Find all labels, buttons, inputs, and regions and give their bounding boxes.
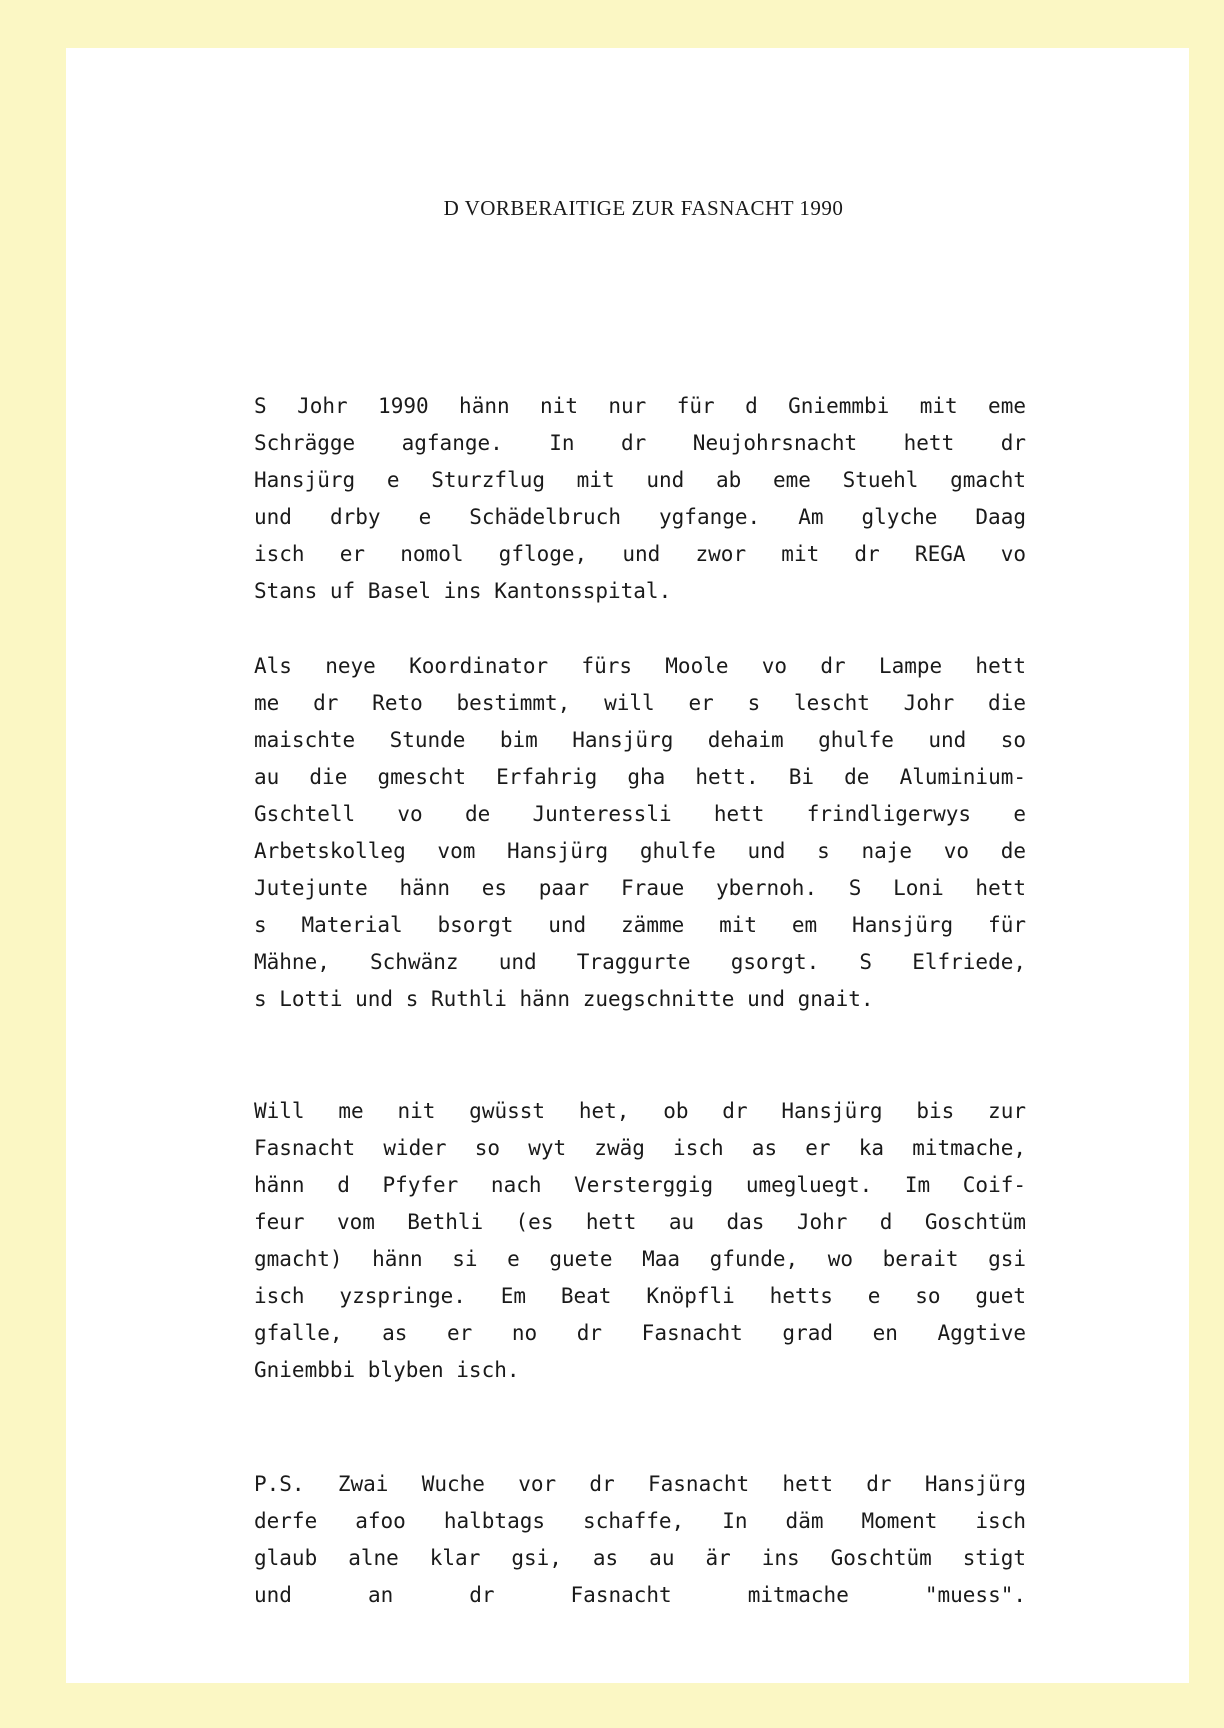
text-line: hänn d Pfyfer nach Versterggig umegluegt. Im Coif-: [254, 1173, 1026, 1197]
text-line: gmacht) hänn si e guete Maa gfunde, wo berait gsi: [254, 1247, 1026, 1271]
text-line: und drby e Schädelbruch ygfange. Am glyche Daag: [254, 505, 1026, 529]
text-line: glaub alne klar gsi, as au är ins Goschtüm stigt: [254, 1546, 1026, 1570]
text-line: Schrägge agfange. In dr Neujohrsnacht hett dr: [254, 431, 1026, 455]
text-line: Stans uf Basel ins Kantonsspital.: [254, 579, 672, 603]
document-page: [66, 48, 1189, 1683]
text-line: s Lotti und s Ruthli hänn zuegschnitte und gnait.: [254, 987, 874, 1011]
text-line: derfe afoo halbtags schaffe, In däm Moment isch: [254, 1509, 1026, 1533]
text-line: s Material bsorgt und zämme mit em Hansjürg für: [254, 913, 1026, 937]
text-line: au die gmescht Erfahrig gha hett. Bi de Aluminium-: [254, 765, 1026, 789]
text-line: isch yzspringe. Em Beat Knöpfli hetts e so guet: [254, 1284, 1026, 1308]
paragraph-1: [254, 388, 1026, 610]
text-line: Mähne, Schwänz und Traggurte gsorgt. S Elfriede,: [254, 950, 1026, 974]
text-line: me dr Reto bestimmt, will er s lescht Johr die: [254, 691, 1026, 715]
document-title: D VORBERAITIGE ZUR FASNACHT 1990: [443, 196, 844, 220]
text-line: Hansjürg e Sturzflug mit und ab eme Stuehl gmacht: [254, 468, 1026, 492]
text-line: S Johr 1990 hänn nit nur für d Gniemmbi mit eme: [254, 394, 1026, 418]
text-line: Gschtell vo de Junteressli hett frindligerwys e: [254, 802, 1026, 826]
paragraph-3: [254, 1093, 1026, 1389]
text-line: Arbetskolleg vom Hansjürg ghulfe und s naje vo de: [254, 839, 1026, 863]
text-line: und an dr Fasnacht mitmache "muess".: [254, 1583, 1026, 1607]
paragraph-4: [254, 1466, 1026, 1614]
text-line: Jutejunte hänn es paar Fraue ybernoh. S Loni hett: [254, 876, 1026, 900]
text-line: Will me nit gwüsst het, ob dr Hansjürg bis zur: [254, 1099, 1026, 1123]
text-line: feur vom Bethli (es hett au das Johr d Goschtüm: [254, 1210, 1026, 1234]
paragraph-2: [254, 648, 1026, 1018]
text-line: isch er nomol gfloge, und zwor mit dr REGA vo: [254, 542, 1026, 566]
text-line: P.S. Zwai Wuche vor dr Fasnacht hett dr Hansjürg: [254, 1472, 1026, 1496]
text-line: maischte Stunde bim Hansjürg dehaim ghulfe und so: [254, 728, 1026, 752]
text-line: Als neye Koordinator fürs Moole vo dr Lampe hett: [254, 654, 1026, 678]
text-line: Fasnacht wider so wyt zwäg isch as er ka mitmache,: [254, 1136, 1026, 1160]
text-line: gfalle, as er no dr Fasnacht grad en Aggtive: [254, 1321, 1026, 1345]
text-line: Gniembbi blyben isch.: [254, 1358, 520, 1382]
